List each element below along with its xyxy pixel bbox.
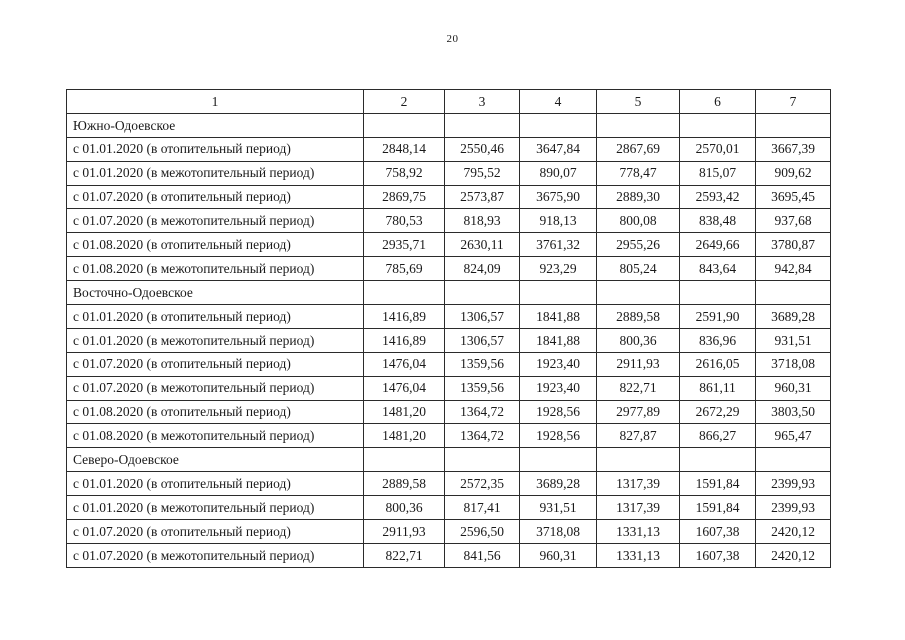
- value-cell: 1364,72: [445, 424, 520, 448]
- value-cell: 866,27: [680, 424, 756, 448]
- empty-cell: [364, 448, 445, 472]
- value-cell: 2867,69: [597, 137, 680, 161]
- value-cell: 1841,88: [520, 328, 597, 352]
- table-row: [67, 400, 831, 424]
- table-row: [67, 137, 831, 161]
- value-cell: 2593,42: [680, 185, 756, 209]
- header-cell: 1: [67, 90, 364, 114]
- value-cell: 3695,45: [756, 185, 831, 209]
- value-cell: 815,07: [680, 161, 756, 185]
- value-cell: 2955,26: [597, 233, 680, 257]
- value-cell: 937,68: [756, 209, 831, 233]
- value-cell: 3718,08: [756, 352, 831, 376]
- section-row: [67, 448, 831, 472]
- value-cell: 2420,12: [756, 520, 831, 544]
- row-label: с 01.01.2020 (в отопительный период): [67, 472, 364, 496]
- value-cell: 2573,87: [445, 185, 520, 209]
- row-label: с 01.01.2020 (в межотопительный период): [67, 161, 364, 185]
- value-cell: 890,07: [520, 161, 597, 185]
- value-cell: 1317,39: [597, 472, 680, 496]
- value-cell: 838,48: [680, 209, 756, 233]
- header-cell: 4: [520, 90, 597, 114]
- table-row: [67, 424, 831, 448]
- row-label: с 01.08.2020 (в межотопительный период): [67, 257, 364, 281]
- value-cell: 2848,14: [364, 137, 445, 161]
- value-cell: 3803,50: [756, 400, 831, 424]
- value-cell: 3667,39: [756, 137, 831, 161]
- row-label: с 01.07.2020 (в межотопительный период): [67, 543, 364, 567]
- value-cell: 1928,56: [520, 400, 597, 424]
- empty-cell: [597, 448, 680, 472]
- value-cell: 2420,12: [756, 543, 831, 567]
- row-label: с 01.08.2020 (в отопительный период): [67, 233, 364, 257]
- value-cell: 2630,11: [445, 233, 520, 257]
- value-cell: 2869,75: [364, 185, 445, 209]
- row-label: с 01.01.2020 (в межотопительный период): [67, 496, 364, 520]
- value-cell: 800,08: [597, 209, 680, 233]
- row-label: с 01.07.2020 (в отопительный период): [67, 352, 364, 376]
- value-cell: 942,84: [756, 257, 831, 281]
- value-cell: 1476,04: [364, 376, 445, 400]
- table-row: [67, 233, 831, 257]
- section-name: Восточно-Одоевское: [67, 281, 364, 305]
- empty-cell: [520, 113, 597, 137]
- row-label: с 01.08.2020 (в межотопительный период): [67, 424, 364, 448]
- value-cell: 1591,84: [680, 472, 756, 496]
- tariff-table-body: [67, 90, 831, 568]
- empty-cell: [680, 113, 756, 137]
- row-label: с 01.07.2020 (в отопительный период): [67, 185, 364, 209]
- value-cell: 800,36: [364, 496, 445, 520]
- header-cell: 7: [756, 90, 831, 114]
- empty-cell: [756, 281, 831, 305]
- value-cell: 3780,87: [756, 233, 831, 257]
- empty-cell: [597, 113, 680, 137]
- empty-cell: [445, 448, 520, 472]
- value-cell: 1481,20: [364, 424, 445, 448]
- header-cell: 5: [597, 90, 680, 114]
- empty-cell: [680, 281, 756, 305]
- empty-cell: [756, 448, 831, 472]
- value-cell: 822,71: [364, 543, 445, 567]
- row-label: с 01.01.2020 (в отопительный период): [67, 305, 364, 329]
- empty-cell: [597, 281, 680, 305]
- value-cell: 2591,90: [680, 305, 756, 329]
- value-cell: 2672,29: [680, 400, 756, 424]
- table-row: [67, 496, 831, 520]
- value-cell: 824,09: [445, 257, 520, 281]
- row-label: с 01.07.2020 (в межотопительный период): [67, 376, 364, 400]
- table-row: [67, 352, 831, 376]
- value-cell: 1416,89: [364, 328, 445, 352]
- value-cell: 965,47: [756, 424, 831, 448]
- value-cell: 1359,56: [445, 376, 520, 400]
- value-cell: 1476,04: [364, 352, 445, 376]
- page-number: 20: [446, 33, 459, 45]
- empty-cell: [680, 448, 756, 472]
- table-row: [67, 257, 831, 281]
- table-row: [67, 305, 831, 329]
- row-label: с 01.07.2020 (в межотопительный период): [67, 209, 364, 233]
- value-cell: 3718,08: [520, 520, 597, 544]
- value-cell: 1331,13: [597, 520, 680, 544]
- value-cell: 2570,01: [680, 137, 756, 161]
- value-cell: 3675,90: [520, 185, 597, 209]
- value-cell: 785,69: [364, 257, 445, 281]
- table-row: [67, 376, 831, 400]
- table-row: [67, 520, 831, 544]
- value-cell: 3689,28: [520, 472, 597, 496]
- table-row: [67, 161, 831, 185]
- table-row: [67, 472, 831, 496]
- value-cell: 909,62: [756, 161, 831, 185]
- value-cell: 2550,46: [445, 137, 520, 161]
- value-cell: 2889,58: [597, 305, 680, 329]
- value-cell: 2649,66: [680, 233, 756, 257]
- empty-cell: [364, 281, 445, 305]
- value-cell: 918,13: [520, 209, 597, 233]
- row-label: с 01.01.2020 (в отопительный период): [67, 137, 364, 161]
- value-cell: 2911,93: [364, 520, 445, 544]
- table-row: [67, 209, 831, 233]
- value-cell: 2911,93: [597, 352, 680, 376]
- value-cell: 931,51: [520, 496, 597, 520]
- table-row: [67, 328, 831, 352]
- value-cell: 800,36: [597, 328, 680, 352]
- value-cell: 818,93: [445, 209, 520, 233]
- value-cell: 1591,84: [680, 496, 756, 520]
- value-cell: 795,52: [445, 161, 520, 185]
- value-cell: 2399,93: [756, 496, 831, 520]
- value-cell: 758,92: [364, 161, 445, 185]
- value-cell: 778,47: [597, 161, 680, 185]
- value-cell: 2889,30: [597, 185, 680, 209]
- value-cell: 3689,28: [756, 305, 831, 329]
- value-cell: 1607,38: [680, 543, 756, 567]
- value-cell: 3647,84: [520, 137, 597, 161]
- value-cell: 2399,93: [756, 472, 831, 496]
- value-cell: 1607,38: [680, 520, 756, 544]
- value-cell: 2596,50: [445, 520, 520, 544]
- empty-cell: [364, 113, 445, 137]
- value-cell: 1306,57: [445, 305, 520, 329]
- value-cell: 2977,89: [597, 400, 680, 424]
- section-name: Южно-Одоевское: [67, 113, 364, 137]
- value-cell: 1416,89: [364, 305, 445, 329]
- value-cell: 931,51: [756, 328, 831, 352]
- table-row: [67, 185, 831, 209]
- value-cell: 843,64: [680, 257, 756, 281]
- value-cell: 3761,32: [520, 233, 597, 257]
- section-name: Северо-Одоевское: [67, 448, 364, 472]
- value-cell: 1317,39: [597, 496, 680, 520]
- value-cell: 1306,57: [445, 328, 520, 352]
- value-cell: 960,31: [520, 543, 597, 567]
- value-cell: 923,29: [520, 257, 597, 281]
- header-cell: 3: [445, 90, 520, 114]
- table-row: [67, 543, 831, 567]
- section-row: [67, 281, 831, 305]
- empty-cell: [445, 281, 520, 305]
- header-cell: 6: [680, 90, 756, 114]
- value-cell: 780,53: [364, 209, 445, 233]
- value-cell: 861,11: [680, 376, 756, 400]
- row-label: с 01.01.2020 (в межотопительный период): [67, 328, 364, 352]
- value-cell: 2616,05: [680, 352, 756, 376]
- value-cell: 1364,72: [445, 400, 520, 424]
- header-row: [67, 90, 831, 114]
- empty-cell: [756, 113, 831, 137]
- value-cell: 805,24: [597, 257, 680, 281]
- row-label: с 01.07.2020 (в отопительный период): [67, 520, 364, 544]
- empty-cell: [520, 281, 597, 305]
- empty-cell: [520, 448, 597, 472]
- value-cell: 1359,56: [445, 352, 520, 376]
- value-cell: 1481,20: [364, 400, 445, 424]
- value-cell: 2572,35: [445, 472, 520, 496]
- tariff-table: [66, 89, 831, 568]
- value-cell: 817,41: [445, 496, 520, 520]
- value-cell: 1928,56: [520, 424, 597, 448]
- value-cell: 1841,88: [520, 305, 597, 329]
- value-cell: 960,31: [756, 376, 831, 400]
- value-cell: 836,96: [680, 328, 756, 352]
- section-row: [67, 113, 831, 137]
- value-cell: 2935,71: [364, 233, 445, 257]
- value-cell: 1923,40: [520, 352, 597, 376]
- value-cell: 1331,13: [597, 543, 680, 567]
- value-cell: 841,56: [445, 543, 520, 567]
- value-cell: 1923,40: [520, 376, 597, 400]
- value-cell: 2889,58: [364, 472, 445, 496]
- row-label: с 01.08.2020 (в отопительный период): [67, 400, 364, 424]
- header-cell: 2: [364, 90, 445, 114]
- value-cell: 822,71: [597, 376, 680, 400]
- empty-cell: [445, 113, 520, 137]
- value-cell: 827,87: [597, 424, 680, 448]
